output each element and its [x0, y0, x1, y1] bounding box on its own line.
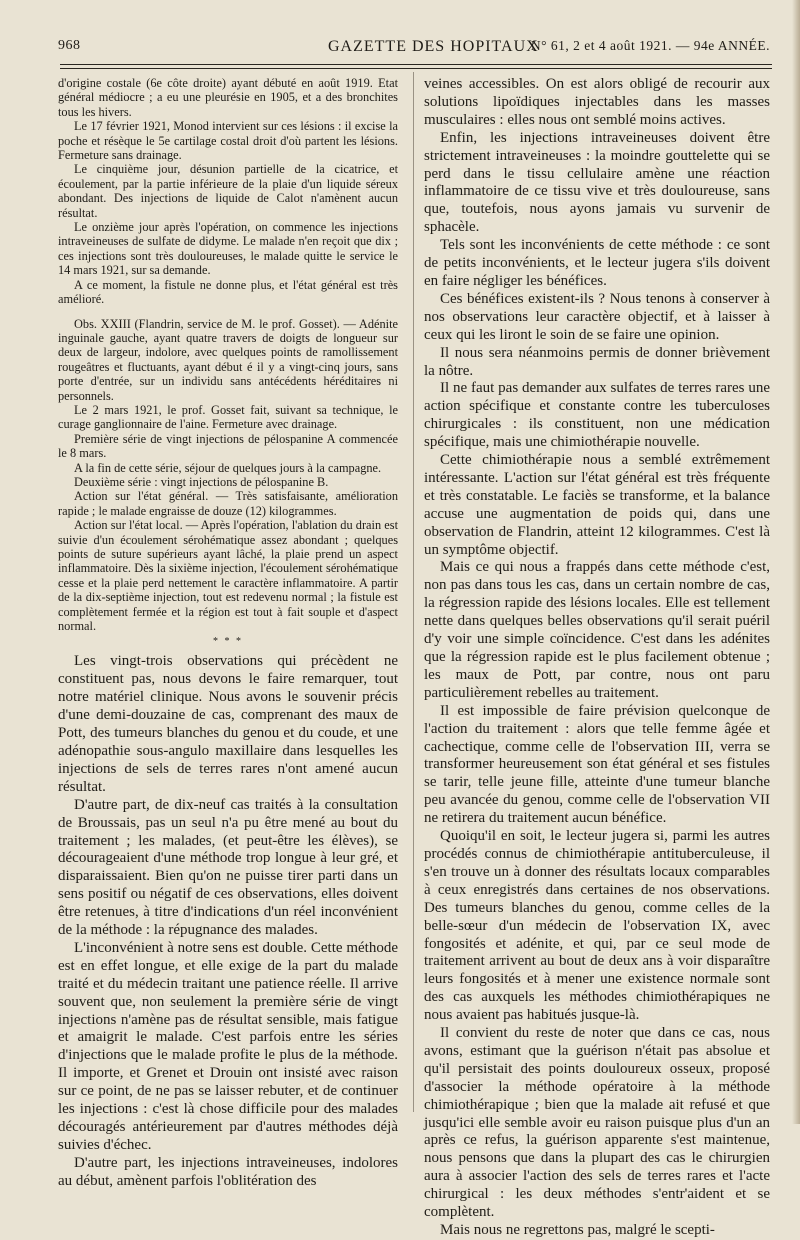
paragraph: Action sur l'état local. — Après l'opération, l'ablation du drain est suivie d'un écoulement sérohématique assez abondant ; quelques points de suture supérieurs ayant lâché, la plaie prend un aspect inflammatoire. Dès la sixième injection, l'écoulement sérohématique cesse et la plaie perd nettement le caractère inflammatoire. A partir de la dix-septième injection, tout est redevenu normal ; la fistule est complètement fermée et la région est tout à fait souple et d'aspect normal.: [58, 518, 398, 634]
paragraph: Il convient du reste de noter que dans ce cas, nous avons, estimant que la guérison n'était pas absolue et qu'il persistait des points douloureux osseux, proposé d'associer la méthode opératoire à la méthode chimiothérapique ; bien que la malade ait refusé et que jusqu'ici elle semble avoir eu raison puisque plus d'un an après ce refus, la guérison apparente s'est maintenue, nous pensons que dans la plupart des cas le chirurgien aura à associer l'action des sels de terres rares et l'acte chirurgical : les deux méthodes s'entr'aident et se complètent.: [424, 1025, 770, 1221]
paragraph: Quoiqu'il en soit, le lecteur jugera si, parmi les autres procédés connus de chimiothérapie antituberculeuse, il s'en trouve un à donner des résultats locaux comparables à ceux enregistrés dans certaines de nos observations. Des tumeurs blanches du genou, comme celles de la belle-sœur d'un médecin de l'observation IX, avec fongosités et adénite, et qui, par ce seul mode de traitement arrivent au bout de deux ans à voir disparaître leurs fongosités et à mener une existence normale sont des cas auxquels les méthodes chimiothérapiques ne nous avaient pas habitués jusque-là.: [424, 828, 770, 1024]
paragraph: Le cinquième jour, désunion partielle de la cicatrice, et écoulement, par la partie inférieure de la plaie d'un liquide séreux abondant. Des injections de liquide de Calot n'amènent aucun résultat.: [58, 162, 398, 220]
case-report-continuation: [58, 76, 398, 307]
observation-xxiii: [58, 317, 398, 634]
paragraph: A ce moment, la fistule ne donne plus, et l'état général est très amélioré.: [58, 277, 398, 307]
paragraph: Il nous sera néanmoins permis de donner brièvement la nôtre.: [424, 344, 770, 379]
paragraph: veines accessibles. On est alors obligé de recourir aux solutions lipoïdiques injectables dans les masses musculaires : elles nous ont semblé moins actives.: [424, 76, 770, 128]
column-separator: [413, 72, 414, 1112]
paragraph: Le 2 mars 1921, le prof. Gosset fait, suivant sa technique, le curage ganglionnaire de l'aine. Fermeture avec drainage.: [58, 402, 398, 432]
paragraph: A la fin de cette série, séjour de quelques jours à la campagne.: [74, 460, 382, 475]
paragraph: L'inconvénient à notre sens est double. Cette méthode est en effet longue, et elle exige de la part du malade traité et du médecin traitant une patience réelle. Il arrive souvent que, non seulement la première série de vingt injections n'amène pas de résultat sensible, mais fatigue et amaigrit le malade. C'est parfois entre les séries d'injections que le malade profite le plus de la méthode. Il importe, et Grenet et Drouin ont insisté avec raison sur ce point, de ne pas se laisser rebuter, et de continuer les injections : c'est là chose difficile pour des malades découragés antérieurement par d'autres méthodes déjà suivies d'échec.: [58, 939, 398, 1153]
paragraph: Les vingt-trois observations qui précèdent ne constituent pas, nous devons le faire remarquer, tout notre matériel clinique. Nous avons le souvenir précis d'une demi-douzaine de cas, comprenant des maux de Pott, des tumeurs blanches du genou et du coude, et une adénopathie sous-angulo maxillaire dans lesquelles les injections de sels de terres rares n'ont amené aucun résultat.: [58, 653, 398, 795]
paragraph: Le onzième jour après l'opération, on commence les injections intraveineuses de sulfate de didyme. Le malade n'en reçoit que dix ; ces injections sont très douloureuses, le malade quitte le service le 14 mars 1921, sur sa demande.: [58, 220, 398, 278]
paragraph: Mais nous ne regrettons pas, malgré le scepti-: [440, 1222, 715, 1238]
paragraph: Première série de vingt injections de pélospanine A commencée le 8 mars.: [58, 431, 398, 461]
spacer: [58, 307, 398, 317]
paragraph: Il est impossible de faire prévision quelconque de l'action du traitement : alors que telle femme âgée et cachectique, comme celle de l'observation III, verra se transformer heureusement son état général et ses fistules se tarir, telle jeune fille, atteinte d'une tumeur blanche peu avancée du genou, comme celle de l'observation VII ne retirera du traitement aucun bénéfice.: [424, 702, 770, 827]
journal-title: GAZETTE DES HOPITAUX: [328, 38, 539, 55]
paragraph: Le 17 février 1921, Monod intervient sur ces lésions : il excise la poche et résèque le 5e cartilage costal droit d'où partent les lésions. Fermeture sans drainage.: [58, 119, 398, 163]
left-column: [58, 76, 398, 1191]
right-column: [424, 76, 770, 1240]
paragraph: D'autre part, les injections intraveineuses, indolores au début, amènent parfois l'oblitération des: [58, 1154, 398, 1189]
paragraph: Mais ce qui nous a frappés dans cette méthode c'est, non pas dans tous les cas, dans un certain nombre de cas, la régression rapide des lésions locales. Elle est tellement nette dans quelques belles observations qu'il serait puéril d'y voir une simple coïncidence. C'est dans les adénites que la régression rapide est le plus facilement obtenue ; les maux de Pott, par contre, nous ont paru particulièrement rebelles au traitement.: [424, 559, 770, 701]
paragraph: Cette chimiothérapie nous a semblé extrêmement intéressante. L'action sur l'état général est très fréquente et très constatable. Le faciès se transforme, et la balance accuse une augmentation de poids qui, dans une observation de Flandrin, atteint 12 kilogrammes. C'est là un symptôme objectif.: [424, 452, 770, 558]
page-number: 968: [58, 38, 81, 53]
header-rule-bottom: [60, 68, 772, 69]
section-separator: * * *: [213, 636, 243, 648]
paragraph: Obs. XXIII (Flandrin, service de M. le prof. Gosset). — Adénite inguinale gauche, ayant quatre travers de doigts de longueur sur deux de largeur, indolore, avec quelques points de ramollissement rougeâtres et fluctuants, ayant début é il y a vingt-cinq jours, sans porte d'entrée, sur un individu sans antécédents héréditaires ni personnels.: [58, 316, 398, 403]
issue-info: N° 61, 2 et 4 août 1921. — 94e ANNÉE.: [530, 38, 770, 53]
header-rule-top: [60, 64, 772, 65]
paragraph: Tels sont les inconvénients de cette méthode : ce sont de petits inconvénients, et le lecteur jugera s'ils doivent en faire négliger les bénéfices.: [424, 237, 770, 289]
paragraph: Il ne faut pas demander aux sulfates de terres rares une action spécifique et constante contre les tuberculoses chirurgicales : ils constituent, non une médication spécifique, mais une chimiothérapie nouvelle.: [424, 380, 770, 451]
page-edge-shadow: [792, 0, 800, 1124]
paragraph: Enfin, les injections intraveineuses doivent être strictement intraveineuses : la moindre gouttelette qui se perd dans le tissu cellulaire amène une réaction inflammatoire de ce tissu vive et très douloureuse, sans que, toutefois, nous ayons jamais vu survenir de sphacèle.: [424, 129, 770, 236]
paragraph: Deuxième série : vingt injections de pélospanine B.: [74, 474, 329, 489]
paragraph: Action sur l'état général. — Très satisfaisante, amélioration rapide ; le malade engraisse de douze (12) kilogrammes.: [58, 489, 398, 518]
paragraph: d'origine costale (6e côte droite) ayant débuté en août 1919. Etat général médiocre ; a eu une pleurésie en 1905, et a des bronchites tous les hivers.: [58, 76, 398, 119]
paragraph: D'autre part, de dix-neuf cas traités à la consultation de Broussais, pas un seul n'a pu être mené au bout du traitement ; les malades, (et peut-être les élèves), se décourageaient d'une méthode trop longue à leur gré, et disparaissaient. Bien qu'on ne puisse tirer parti dans un sens positif ou négatif de ces observations, elles doivent être retenues, à titre d'indications d'un réel inconvénient de la méthode : la répugnance des malades.: [58, 796, 398, 939]
discussion-text: [58, 653, 398, 1190]
paragraph: Ces bénéfices existent-ils ? Nous tenons à conserver à nos observations leur caractère objectif, et à laisser à ceux qui les liront le soin de se faire une opinion.: [424, 290, 770, 343]
page-header: [58, 36, 778, 60]
